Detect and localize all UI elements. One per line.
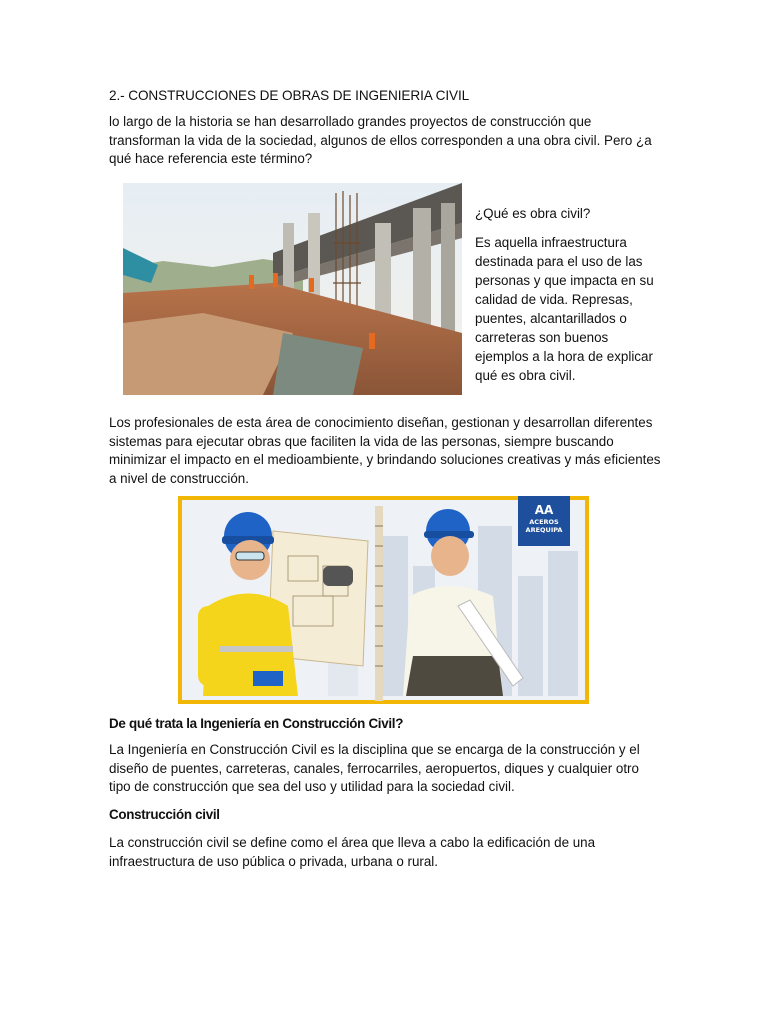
sidebar-question: ¿Qué es obra civil?: [475, 206, 591, 221]
intro-paragraph: lo largo de la historia se han desarrollado grandes proyectos de construcción que transforman la vida de la sociedad, algunos de ellos corresponden a una obra civil. Pero ¿a qué hace referencia este término?: [109, 114, 652, 166]
construction-site-photo: [123, 183, 462, 395]
section-title: 2.- CONSTRUCCIONES DE OBRAS DE INGENIERIA CIVIL: [109, 88, 470, 103]
engineers-illustration: [178, 496, 589, 704]
logo-line-1: ACEROS: [529, 518, 559, 526]
sidebar-answer: Es aquella infraestructura destinada para el uso de las personas y que impacta en su calidad de vida. Represas, puentes, alcantarillados o carreteras son buenos ejemplos a la hora de explicar qué es obra civil.: [475, 235, 654, 383]
subheading-ingenieria: De qué trata la Ingeniería en Construcción Civil?: [109, 716, 404, 731]
logo-line-2: AREQUIPA: [525, 526, 563, 534]
logo-badge: AA: [534, 503, 554, 517]
professionals-paragraph: Los profesionales de esta área de conocimiento diseñan, gestionan y desarrollan diferentes sistemas para ejecutar obras que faciliten la vida de las personas, siempre buscando minimizar el impacto en el medioambiente, y brindando soluciones creativas y más eficientes a nivel de construcción.: [109, 415, 661, 486]
subheading-construccion-civil: Construcción civil: [109, 807, 220, 822]
aceros-arequipa-logo: [518, 500, 570, 546]
definition-paragraph: La Ingeniería en Construcción Civil es la disciplina que se encarga de la construcción y el diseño de puentes, carreteras, canales, ferrocarriles, aeropuertos, diques y cualquier otro tipo de construcción que sea del uso y utilidad para la sociedad civil.: [109, 742, 640, 794]
construction-paragraph: La construcción civil se define como el área que lleva a cabo la edificación de una infraestructura de uso pública o privada, urbana o rural.: [109, 835, 596, 869]
